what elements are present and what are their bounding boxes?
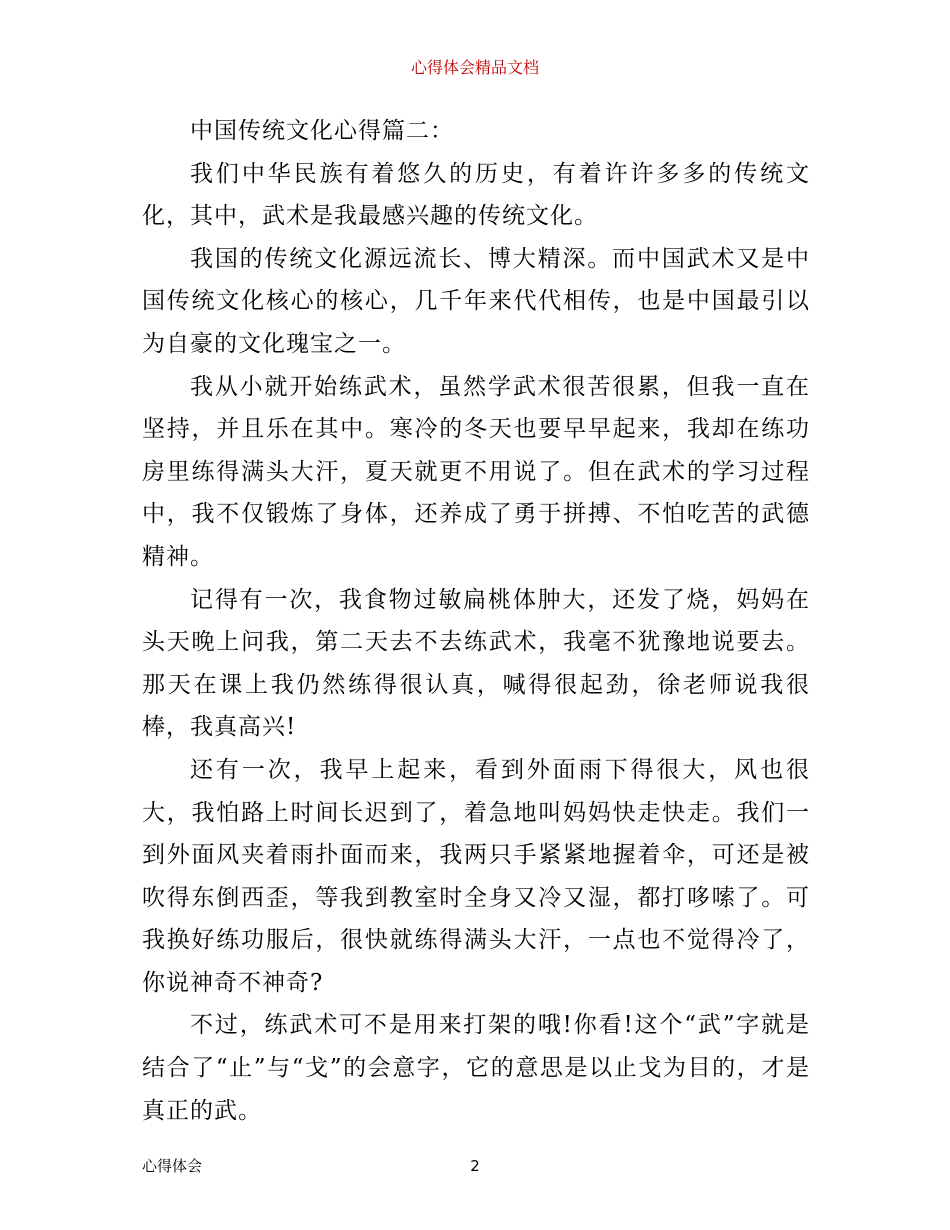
paragraph: 我从小就开始练武术，虽然学武术很苦很累，但我一直在坚持，并且乐在其中。寒冷的冬天也要早早起来，我却在练功房里练得满头大汗，夏天就更不用说了。但在武术的学习过程中，我不仅锻炼了身体，还养成了勇于拼搏、不怕吃苦的武德精神。 [142, 373, 810, 570]
paragraph: 不过，练武术可不是用来打架的哦!你看!这个“武”字就是结合了“止”与“戈”的会意字，它的意思是以止戈为目的，才是真正的武。 [142, 1012, 810, 1124]
footer-label: 心得体会 [142, 1157, 203, 1175]
paragraph: 我国的传统文化源远流长、博大精深。而中国武术又是中国传统文化核心的核心，几千年来代代相传，也是中国最引以为自豪的文化瑰宝之一。 [142, 245, 810, 357]
page-header-title: 心得体会精品文档 [410, 58, 539, 77]
section-heading: 中国传统文化心得篇二： [190, 118, 454, 144]
page-number: 2 [470, 1157, 480, 1175]
paragraph: 还有一次，我早上起来，看到外面雨下得很大，风也很大，我怕路上时间长迟到了，着急地叫妈妈快走快走。我们一到外面风夹着雨扑面而来，我两只手紧紧地握着伞，可还是被吹得东倒西歪，等我到教室时全身又冷又湿，都打哆嗦了。可我换好练功服后，很快就练得满头大汗，一点也不觉得冷了，你说神奇不神奇? [142, 756, 810, 996]
document-body [142, 110, 810, 1132]
paragraph: 记得有一次，我食物过敏扁桃体肿大，还发了烧，妈妈在头天晚上问我，第二天去不去练武术，我毫不犹豫地说要去。那天在课上我仍然练得很认真，喊得很起劲，徐老师说我很棒，我真高兴! [142, 586, 810, 741]
paragraph: 我们中华民族有着悠久的历史，有着许许多多的传统文化，其中，武术是我最感兴趣的传统文化。 [142, 160, 810, 230]
